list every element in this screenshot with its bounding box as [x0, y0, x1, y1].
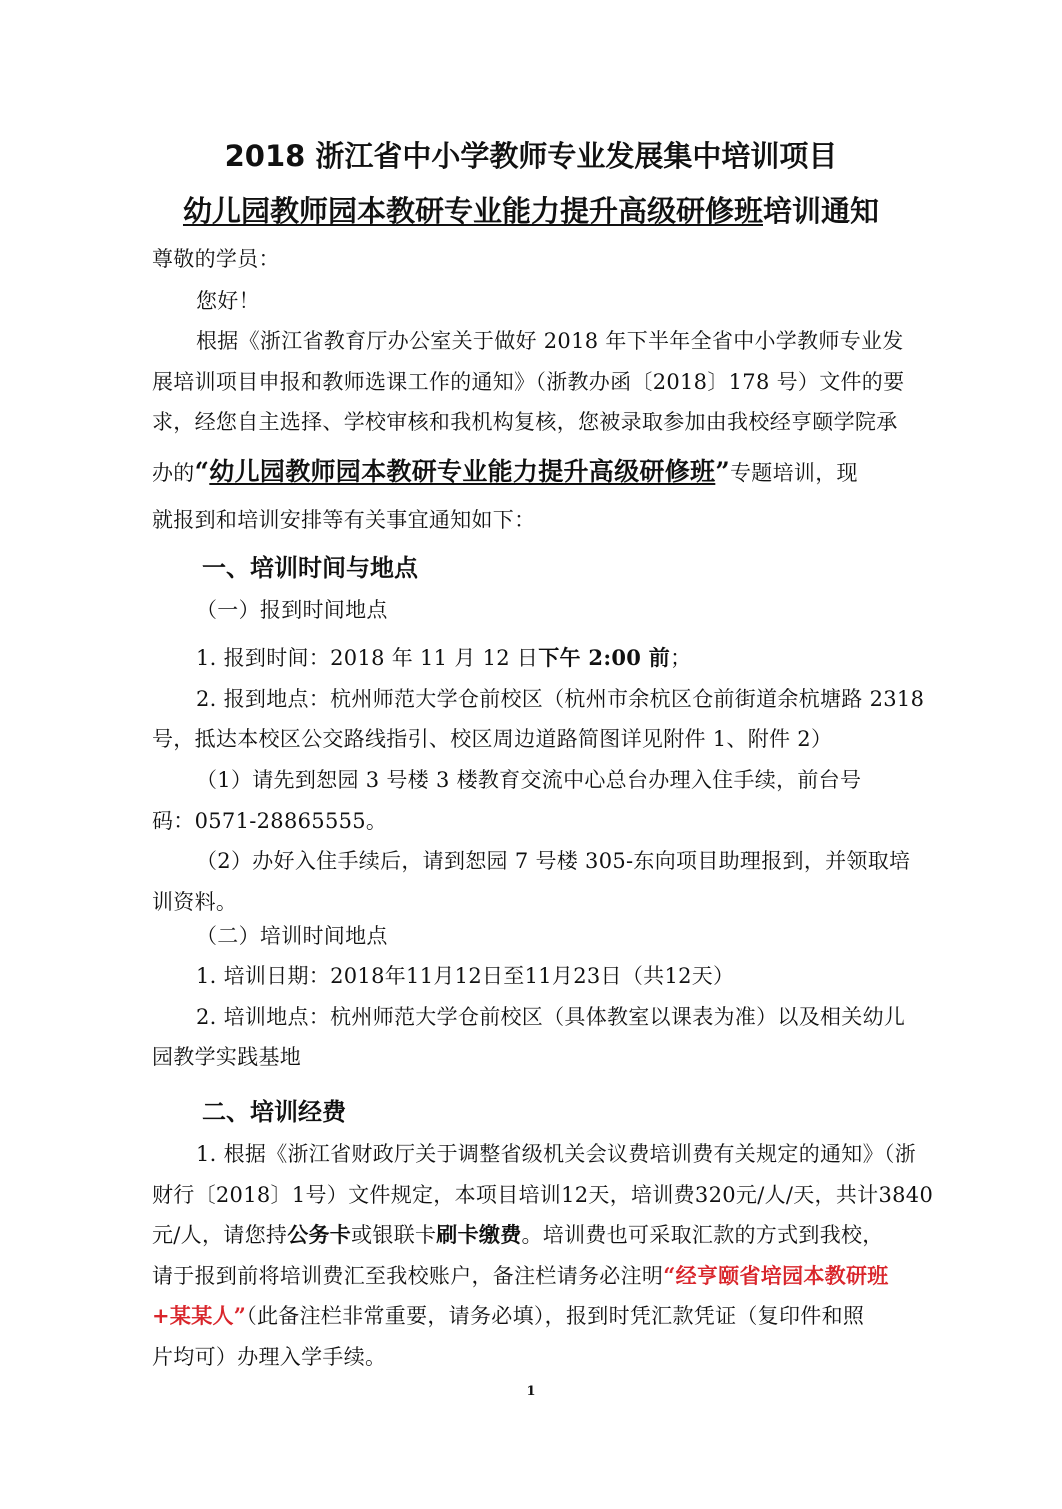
fee-line-5-b: （此备注栏非常重要，请务必填），报到时凭汇款凭证（复印件和照 [246, 1304, 865, 1328]
card-payment-text: 刷卡缴费 [436, 1222, 522, 1247]
remark-note-part-1: “经亨颐省培园本教研班 [663, 1263, 889, 1288]
report-time-date: 2018 年 11 月 12 日 [330, 646, 539, 670]
intro-line-4 [152, 455, 904, 490]
training-date: 1. 培训日期：2018年11月12日至11月23日（共12天） [196, 964, 735, 988]
remark-note-part-2: +某某人” [152, 1303, 247, 1328]
intro-line-1: 根据《浙江省教育厅办公室关于做好 2018 年下半年全省中小学教师专业发 [196, 329, 904, 353]
step-2-line-1: （2）办好入住手续后，请到恕园 7 号楼 305-东向项目助理报到，并领取培 [196, 849, 911, 873]
fee-line-1: 1. 根据《浙江省财政厅关于调整省级机关会议费培训费有关规定的通知》（浙 [196, 1142, 917, 1166]
quote-open: “ [194, 457, 210, 486]
report-time [196, 644, 904, 672]
document-subtitle [0, 192, 1062, 230]
fee-line-6: 片均可）办理入学手续。 [152, 1345, 387, 1369]
official-card-text: 公务卡 [287, 1222, 352, 1247]
report-place-line-2: 号，抵达本校区公交路线指引、校区周边道路简图详见附件 1、附件 2） [152, 727, 833, 751]
greeting: 尊敬的学员： [152, 247, 280, 271]
step-1-line-2: 码：0571-28865555。 [152, 809, 388, 833]
step-1-line-1: （1）请先到恕园 3 号楼 3 楼教育交流中心总台办理入住手续，前台号 [196, 768, 862, 792]
hello-line: 您好！ [196, 289, 260, 313]
intro-line-2: 展培训项目申报和教师选课工作的通知》（浙教办函〔2018〕178 号）文件的要 [152, 370, 905, 394]
report-time-deadline: 下午 2:00 前 [538, 645, 671, 670]
intro-line-3: 求，经您自主选择、学校审核和我机构复核，您被录取参加由我校经亨颐学院承 [152, 410, 898, 434]
intro-line-5: 就报到和培训安排等有关事宜通知如下： [152, 508, 536, 532]
fee-line-3-c: 或银联卡 [351, 1223, 437, 1247]
section-1-heading: 一、培训时间与地点 [202, 554, 418, 582]
fee-line-4 [152, 1262, 904, 1290]
subsection-2-heading: （二）培训时间地点 [196, 924, 388, 948]
fee-line-3 [152, 1221, 904, 1249]
fee-line-2: 财行〔2018〕1号）文件规定，本项目培训12天，培训费320元/人/天，共计3840 [152, 1183, 934, 1207]
fee-line-3-a: 元/人，请您持 [152, 1223, 288, 1247]
fee-line-3-e: 。培训费也可采取汇款的方式到我校， [521, 1223, 884, 1247]
page-number: 1 [526, 1384, 536, 1399]
subsection-1-heading: （一）报到时间地点 [196, 598, 388, 622]
subtitle-tail: 培训通知 [763, 194, 880, 228]
fee-line-4-a: 请于报到前将培训费汇至我校账户，备注栏请务必注明 [152, 1264, 664, 1288]
report-time-end: ； [670, 646, 692, 670]
document-title: 2018 浙江省中小学教师专业发展集中培训项目 [224, 139, 838, 173]
training-place-line-2: 园教学实践基地 [152, 1045, 302, 1069]
section-2-heading: 二、培训经费 [202, 1098, 346, 1126]
report-place-line-1: 2. 报到地点：杭州师范大学仓前校区（杭州市余杭区仓前街道余杭塘路 2318 [196, 687, 925, 711]
training-place-line-1: 2. 培训地点：杭州师范大学仓前校区（具体教室以课表为准）以及相关幼儿 [196, 1005, 906, 1029]
quote-close: ” [715, 457, 730, 486]
program-name: 幼儿园教师园本教研专业能力提升高级研修班 [209, 457, 716, 486]
report-time-label: 1. 报到时间： [196, 646, 331, 670]
intro-line-4-suffix: 专题培训，现 [730, 461, 858, 485]
subtitle-program-name: 幼儿园教师园本教研专业能力提升高级研修班 [182, 194, 763, 228]
fee-line-5 [152, 1302, 904, 1330]
step-2-line-2: 训资料。 [152, 890, 238, 914]
intro-line-4-prefix: 办的 [152, 461, 195, 485]
